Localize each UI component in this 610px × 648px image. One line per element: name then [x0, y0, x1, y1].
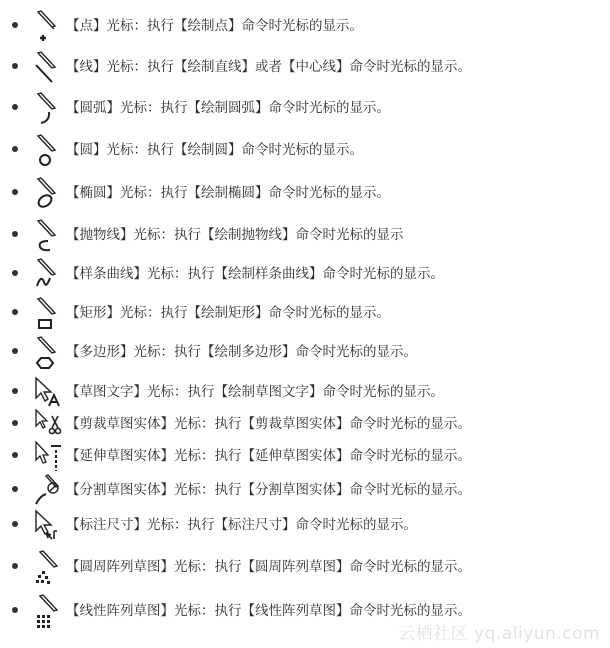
circle-cursor-icon: [32, 132, 66, 168]
item-text: 【椭圆】光标：执行【绘制椭圆】命令时光标的显示。: [66, 185, 390, 201]
item-text: 【分割草图实体】光标：执行【分割草图实体】命令时光标的显示。: [66, 482, 471, 498]
ellipse-cursor-icon: [32, 175, 66, 211]
item-text: 【线性阵列草图】光标：执行【线性阵列草图】命令时光标的显示。: [66, 603, 471, 619]
bullet: [12, 486, 18, 492]
spline-cursor-icon: [32, 256, 66, 292]
linear-pattern-cursor-icon: [32, 593, 66, 629]
bullet: [12, 270, 18, 276]
bullet: [12, 388, 18, 394]
rectangle-cursor-icon: [32, 295, 66, 331]
bullet: [12, 189, 18, 195]
item-text: 【圆周阵列草图】光标：执行【圆周阵列草图】命令时光标的显示。: [66, 559, 471, 575]
item-text: 【圆弧】光标：执行【绘制圆弧】命令时光标的显示。: [66, 100, 390, 116]
bullet: [12, 563, 18, 569]
split-cursor-icon: [32, 472, 66, 508]
item-text: 【剪裁草图实体】光标：执行【剪裁草图实体】命令时光标的显示。: [66, 416, 471, 432]
item-text: 【矩形】光标：执行【绘制矩形】命令时光标的显示。: [66, 305, 390, 321]
bullet: [12, 231, 18, 237]
item-text: 【标注尺寸】光标：执行【标注尺寸】命令时光标的显示。: [66, 517, 417, 533]
bullet: [12, 146, 18, 152]
watermark: 云栖社区 yq.aliyun.com: [398, 624, 600, 644]
parabola-cursor-icon: [32, 217, 66, 253]
bullet: [12, 63, 18, 69]
extend-cursor-icon: [32, 438, 66, 474]
bullet: [12, 309, 18, 315]
item-text: 【线】光标：执行【绘制直线】或者【中心线】命令时光标的显示。: [66, 59, 471, 75]
sketch-text-cursor-icon: [32, 374, 66, 410]
item-text: 【延伸草图实体】光标：执行【延伸草图实体】命令时光标的显示。: [66, 448, 471, 464]
bullet: [12, 452, 18, 458]
circular-pattern-cursor-icon: [32, 549, 66, 585]
bullet: [12, 521, 18, 527]
item-text: 【抛物线】光标：执行【绘制抛物线】命令时光标的显示: [66, 227, 404, 243]
item-text: 【多边形】光标：执行【绘制多边形】命令时光标的显示。: [66, 344, 417, 360]
bullet: [12, 420, 18, 426]
arc-cursor-icon: [32, 90, 66, 126]
bullet: [12, 607, 18, 613]
trim-cursor-icon: [32, 406, 66, 442]
item-text: 【草图文字】光标：执行【绘制草图文字】命令时光标的显示。: [66, 384, 444, 400]
bullet: [12, 22, 18, 28]
item-text: 【点】光标：执行【绘制点】命令时光标的显示。: [66, 18, 363, 34]
bullet: [12, 348, 18, 354]
polygon-cursor-icon: [32, 334, 66, 370]
point-cursor-icon: [32, 8, 66, 44]
item-text: 【圆】光标：执行【绘制圆】命令时光标的显示。: [66, 142, 363, 158]
item-text: 【样条曲线】光标：执行【绘制样条曲线】命令时光标的显示。: [66, 266, 444, 282]
dimension-cursor-icon: [32, 507, 66, 543]
line-cursor-icon: [32, 49, 66, 85]
bullet: [12, 104, 18, 110]
